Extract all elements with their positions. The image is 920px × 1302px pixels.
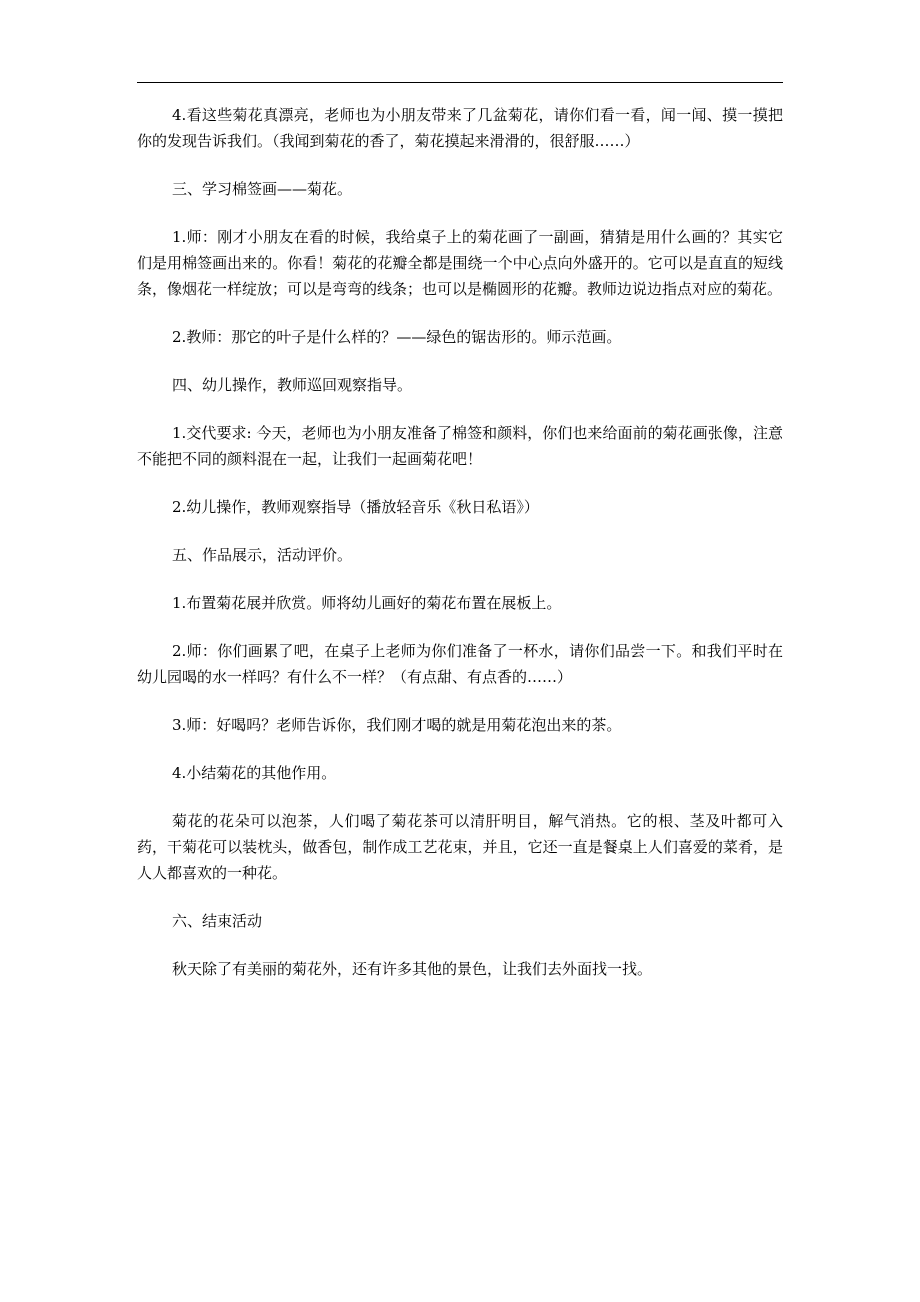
paragraph-closing: 秋天除了有美丽的菊花外，还有许多其他的景色，让我们去外面找一找。	[172, 960, 653, 978]
section-heading-6: 六、结束活动	[172, 912, 263, 930]
paragraph-tea-tasting: 2.师：你们画累了吧，在桌子上老师为你们准备了一杯水，请你们品尝一下。和我们平时在幼儿园喝的水一样吗？有什么不一样？（有点甜、有点香的……）	[137, 642, 783, 686]
paragraph-child-operation: 2.幼儿操作，教师观察指导（播放轻音乐《秋日私语》）	[172, 498, 539, 516]
paragraph-summary-heading: 4.小结菊花的其他作用。	[172, 764, 337, 782]
paragraph-chrysanthemum-tea: 3.师：好喝吗？老师告诉你，我们刚才喝的就是用菊花泡出来的茶。	[172, 716, 622, 734]
paragraph-requirements: 1.交代要求: 今天，老师也为小朋友准备了棉签和颜料，你们也来给面前的菊花画张像，注意不能把不同的颜料混在一起，让我们一起画菊花吧！	[137, 424, 783, 468]
section-heading-4: 四、幼儿操作，教师巡回观察指导。	[172, 376, 413, 394]
document-body	[137, 102, 783, 982]
paragraph-summary-uses: 菊花的花朵可以泡茶，人们喝了菊花茶可以清肝明目，解气消热。它的根、茎及叶都可入药，干菊花可以装枕头，做香包，制作成工艺花束，并且，它还一直是餐桌上人们喜爱的菜肴，是人人都喜欢的一种花。	[137, 812, 783, 882]
paragraph-exhibition: 1.布置菊花展并欣赏。师将幼儿画好的菊花布置在展板上。	[172, 594, 562, 612]
paragraph-teacher-demo: 1.师：刚才小朋友在看的时候，我给桌子上的菊花画了一副画，猜猜是用什么画的？其实它们是用棉签画出来的。你看！菊花的花瓣全都是围绕一个中心点向外盛开的。它可以是直直的短线条，像烟花一样绽放；可以是弯弯的线条；也可以是椭圆形的花瓣。教师边说边指点对应的菊花。	[137, 228, 783, 298]
section-heading-3: 三、学习棉签画——菊花。	[172, 180, 353, 198]
header-rule	[137, 82, 783, 83]
paragraph-step-4-observe: 4.看这些菊花真漂亮，老师也为小朋友带来了几盆菊花，请你们看一看，闻一闻、摸一摸把你的发现告诉我们。（我闻到菊花的香了，菊花摸起来滑滑的，很舒服……）	[137, 106, 783, 150]
paragraph-leaves: 2.教师：那它的叶子是什么样的？——绿色的锯齿形的。师示范画。	[172, 328, 622, 346]
section-heading-5: 五、作品展示，活动评价。	[172, 546, 353, 564]
